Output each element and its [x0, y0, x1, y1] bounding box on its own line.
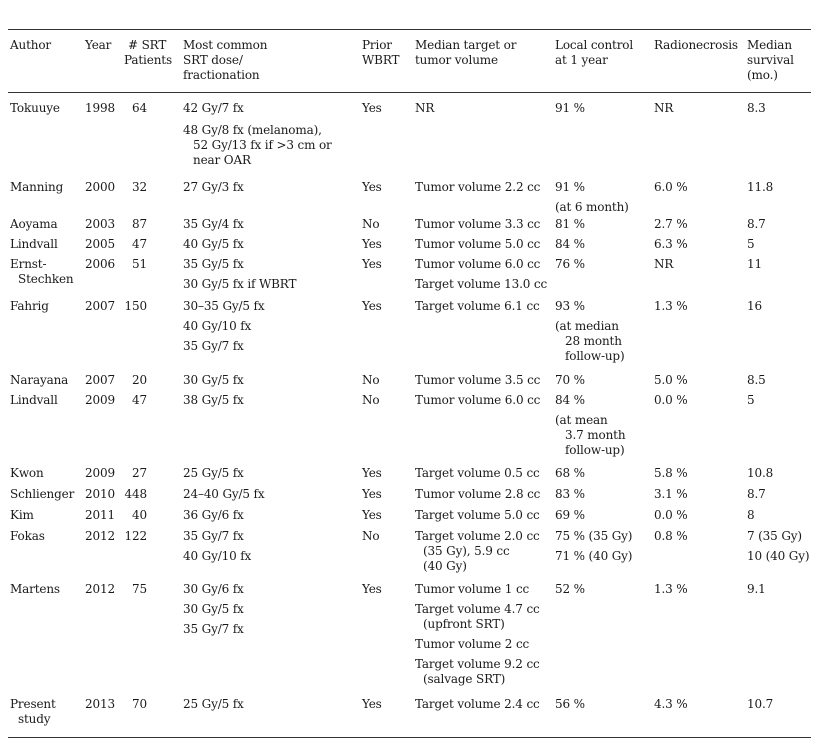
cell-dose: 30 Gy/6 fx — [183, 582, 244, 596]
cell-radionecrosis: 3.1 % — [654, 487, 688, 501]
cell-volume: Tumor volume 3.3 cc — [415, 217, 541, 231]
header-year: Year — [85, 38, 112, 52]
cell-author: Kwon — [10, 466, 44, 480]
cell-author: Schlienger — [10, 487, 75, 501]
cell-local-control: 83 % — [555, 487, 585, 501]
bottom-rule — [8, 737, 811, 738]
cell-local-control: 84 % — [555, 237, 585, 251]
cell-volume: (salvage SRT) — [423, 672, 506, 686]
cell-volume: Target volume 5.0 cc — [415, 508, 540, 522]
header-dose-1: Most common — [183, 38, 268, 52]
cell-author: Stechken — [18, 272, 74, 286]
cell-volume: Tumor volume 2.8 cc — [415, 487, 541, 501]
cell-radionecrosis: 4.3 % — [654, 697, 688, 711]
cell-radionecrosis: 1.3 % — [654, 582, 688, 596]
header-rule — [8, 92, 811, 93]
cell-local-control: 28 month — [565, 334, 622, 348]
cell-year: 1998 — [85, 101, 115, 115]
header-wbrt-2: WBRT — [362, 53, 400, 67]
cell-dose: 40 Gy/10 fx — [183, 319, 252, 333]
cell-dose: 40 Gy/5 fx — [183, 237, 244, 251]
cell-patients: 51 — [132, 257, 147, 271]
header-volume-2: tumor volume — [415, 53, 498, 67]
cell-survival: 5 — [747, 237, 755, 251]
header-patients-1: # SRT — [128, 38, 167, 52]
cell-local-control: (at median — [555, 319, 619, 333]
cell-patients: 20 — [132, 373, 147, 387]
cell-dose: 35 Gy/7 fx — [183, 529, 244, 543]
cell-dose: 24–40 Gy/5 fx — [183, 487, 265, 501]
cell-survival: 10.8 — [747, 466, 774, 480]
cell-patients: 47 — [132, 237, 147, 251]
cell-wbrt: Yes — [362, 466, 382, 480]
cell-local-control: 68 % — [555, 466, 585, 480]
cell-radionecrosis: 5.0 % — [654, 373, 688, 387]
cell-wbrt: Yes — [362, 508, 382, 522]
cell-author: study — [18, 712, 51, 726]
cell-dose: 35 Gy/7 fx — [183, 622, 244, 636]
cell-patients: 70 — [132, 697, 147, 711]
cell-local-control: 71 % (40 Gy) — [555, 549, 633, 563]
cell-survival: 8 — [747, 508, 755, 522]
cell-volume: Tumor volume 3.5 cc — [415, 373, 541, 387]
cell-dose: 35 Gy/4 fx — [183, 217, 244, 231]
cell-volume: (40 Gy) — [423, 559, 467, 573]
cell-dose: 48 Gy/8 fx (melanoma), — [183, 123, 322, 137]
cell-volume: (upfront SRT) — [423, 617, 505, 631]
cell-volume: Target volume 2.0 cc — [415, 529, 540, 543]
header-survival-2: survival — [747, 53, 794, 67]
cell-local-control: 81 % — [555, 217, 585, 231]
cell-volume: Target volume 0.5 cc — [415, 466, 540, 480]
cell-local-control: 3.7 month — [565, 428, 626, 442]
cell-patients: 448 — [124, 487, 147, 501]
cell-wbrt: No — [362, 393, 380, 407]
cell-wbrt: Yes — [362, 487, 382, 501]
cell-wbrt: Yes — [362, 582, 382, 596]
header-survival-3: (mo.) — [747, 68, 778, 82]
cell-patients: 47 — [132, 393, 147, 407]
header-control-1: Local control — [555, 38, 634, 52]
cell-local-control: (at mean — [555, 413, 608, 427]
cell-radionecrosis: 1.3 % — [654, 299, 688, 313]
header-author: Author — [10, 38, 52, 52]
cell-patients: 87 — [132, 217, 147, 231]
cell-local-control: 52 % — [555, 582, 585, 596]
cell-wbrt: Yes — [362, 101, 382, 115]
cell-local-control: 93 % — [555, 299, 585, 313]
cell-volume: (35 Gy), 5.9 cc — [423, 544, 510, 558]
cell-local-control: 70 % — [555, 373, 585, 387]
cell-author: Fokas — [10, 529, 45, 543]
cell-survival: 7 (35 Gy) — [747, 529, 802, 543]
cell-author: Kim — [10, 508, 34, 522]
cell-volume: Tumor volume 5.0 cc — [415, 237, 541, 251]
cell-radionecrosis: 0.8 % — [654, 529, 688, 543]
cell-year: 2007 — [85, 299, 115, 313]
cell-dose: 40 Gy/10 fx — [183, 549, 252, 563]
cell-local-control: 69 % — [555, 508, 585, 522]
cell-patients: 75 — [132, 582, 147, 596]
header-wbrt-1: Prior — [362, 38, 392, 52]
cell-dose: 30–35 Gy/5 fx — [183, 299, 265, 313]
cell-wbrt: No — [362, 217, 380, 231]
cell-survival: 5 — [747, 393, 755, 407]
cell-dose: near OAR — [193, 153, 251, 167]
cell-dose: 27 Gy/3 fx — [183, 180, 244, 194]
cell-wbrt: No — [362, 529, 380, 543]
cell-year: 2009 — [85, 393, 115, 407]
cell-wbrt: Yes — [362, 257, 382, 271]
cell-author: Martens — [10, 582, 60, 596]
cell-local-control: 75 % (35 Gy) — [555, 529, 633, 543]
header-necrosis: Radionecrosis — [654, 38, 738, 52]
cell-year: 2010 — [85, 487, 115, 501]
cell-local-control: 84 % — [555, 393, 585, 407]
cell-year: 2006 — [85, 257, 115, 271]
header-volume-1: Median target or — [415, 38, 517, 52]
cell-survival: 16 — [747, 299, 762, 313]
cell-radionecrosis: 6.0 % — [654, 180, 688, 194]
cell-survival: 11 — [747, 257, 762, 271]
cell-patients: 40 — [132, 508, 147, 522]
cell-dose: 35 Gy/5 fx — [183, 257, 244, 271]
cell-volume: Target volume 2.4 cc — [415, 697, 540, 711]
cell-author: Present — [10, 697, 56, 711]
cell-year: 2012 — [85, 582, 115, 596]
cell-dose: 25 Gy/5 fx — [183, 697, 244, 711]
header-dose-3: fractionation — [183, 68, 260, 82]
cell-volume: Tumor volume 2 cc — [415, 637, 530, 651]
cell-radionecrosis: 0.0 % — [654, 393, 688, 407]
cell-local-control: 91 % — [555, 180, 585, 194]
cell-volume: Target volume 4.7 cc — [415, 602, 540, 616]
cell-volume: Tumor volume 6.0 cc — [415, 393, 541, 407]
cell-volume: Tumor volume 2.2 cc — [415, 180, 541, 194]
cell-year: 2003 — [85, 217, 115, 231]
cell-patients: 32 — [132, 180, 147, 194]
cell-year: 2000 — [85, 180, 115, 194]
cell-radionecrosis: 2.7 % — [654, 217, 688, 231]
cell-year: 2012 — [85, 529, 115, 543]
cell-year: 2009 — [85, 466, 115, 480]
cell-volume: Target volume 13.0 cc — [415, 277, 548, 291]
cell-wbrt: Yes — [362, 180, 382, 194]
cell-survival: 8.7 — [747, 217, 766, 231]
cell-wbrt: No — [362, 373, 380, 387]
cell-author: Fahrig — [10, 299, 49, 313]
cell-survival: 8.3 — [747, 101, 766, 115]
cell-survival: 9.1 — [747, 582, 766, 596]
cell-local-control: 56 % — [555, 697, 585, 711]
cell-year: 2007 — [85, 373, 115, 387]
cell-dose: 30 Gy/5 fx — [183, 373, 244, 387]
cell-author: Lindvall — [10, 237, 58, 251]
top-rule — [8, 29, 811, 30]
cell-dose: 30 Gy/5 fx if WBRT — [183, 277, 297, 291]
cell-survival: 8.5 — [747, 373, 766, 387]
cell-wbrt: Yes — [362, 237, 382, 251]
header-dose-2: SRT dose/ — [183, 53, 243, 67]
cell-survival: 10 (40 Gy) — [747, 549, 810, 563]
cell-author: Lindvall — [10, 393, 58, 407]
cell-patients: 150 — [124, 299, 147, 313]
cell-wbrt: Yes — [362, 697, 382, 711]
cell-volume: Target volume 6.1 cc — [415, 299, 540, 313]
cell-radionecrosis: 5.8 % — [654, 466, 688, 480]
cell-local-control: 76 % — [555, 257, 585, 271]
cell-author: Tokuuye — [10, 101, 60, 115]
cell-survival: 11.8 — [747, 180, 774, 194]
cell-author: Ernst- — [10, 257, 47, 271]
cell-survival: 10.7 — [747, 697, 774, 711]
cell-local-control: follow-up) — [565, 443, 625, 457]
cell-local-control: (at 6 month) — [555, 200, 629, 214]
cell-dose: 35 Gy/7 fx — [183, 339, 244, 353]
cell-volume: Tumor volume 6.0 cc — [415, 257, 541, 271]
cell-radionecrosis: NR — [654, 101, 674, 115]
cell-wbrt: Yes — [362, 299, 382, 313]
cell-local-control: follow-up) — [565, 349, 625, 363]
cell-local-control: 91 % — [555, 101, 585, 115]
cell-author: Narayana — [10, 373, 69, 387]
cell-year: 2013 — [85, 697, 115, 711]
cell-survival: 8.7 — [747, 487, 766, 501]
cell-dose: 25 Gy/5 fx — [183, 466, 244, 480]
cell-patients: 27 — [132, 466, 147, 480]
cell-dose: 30 Gy/5 fx — [183, 602, 244, 616]
cell-year: 2011 — [85, 508, 115, 522]
cell-volume: Target volume 9.2 cc — [415, 657, 540, 671]
cell-radionecrosis: NR — [654, 257, 674, 271]
header-control-2: at 1 year — [555, 53, 608, 67]
cell-author: Manning — [10, 180, 64, 194]
cell-patients: 122 — [124, 529, 147, 543]
cell-volume: NR — [415, 101, 435, 115]
cell-year: 2005 — [85, 237, 115, 251]
cell-dose: 38 Gy/5 fx — [183, 393, 244, 407]
header-survival-1: Median — [747, 38, 792, 52]
cell-dose: 52 Gy/13 fx if >3 cm or — [193, 138, 332, 152]
cell-patients: 64 — [132, 101, 147, 115]
header-patients-2: Patients — [124, 53, 172, 67]
cell-radionecrosis: 6.3 % — [654, 237, 688, 251]
cell-author: Aoyama — [10, 217, 58, 231]
cell-volume: Tumor volume 1 cc — [415, 582, 530, 596]
cell-dose: 36 Gy/6 fx — [183, 508, 244, 522]
cell-dose: 42 Gy/7 fx — [183, 101, 244, 115]
cell-radionecrosis: 0.0 % — [654, 508, 688, 522]
